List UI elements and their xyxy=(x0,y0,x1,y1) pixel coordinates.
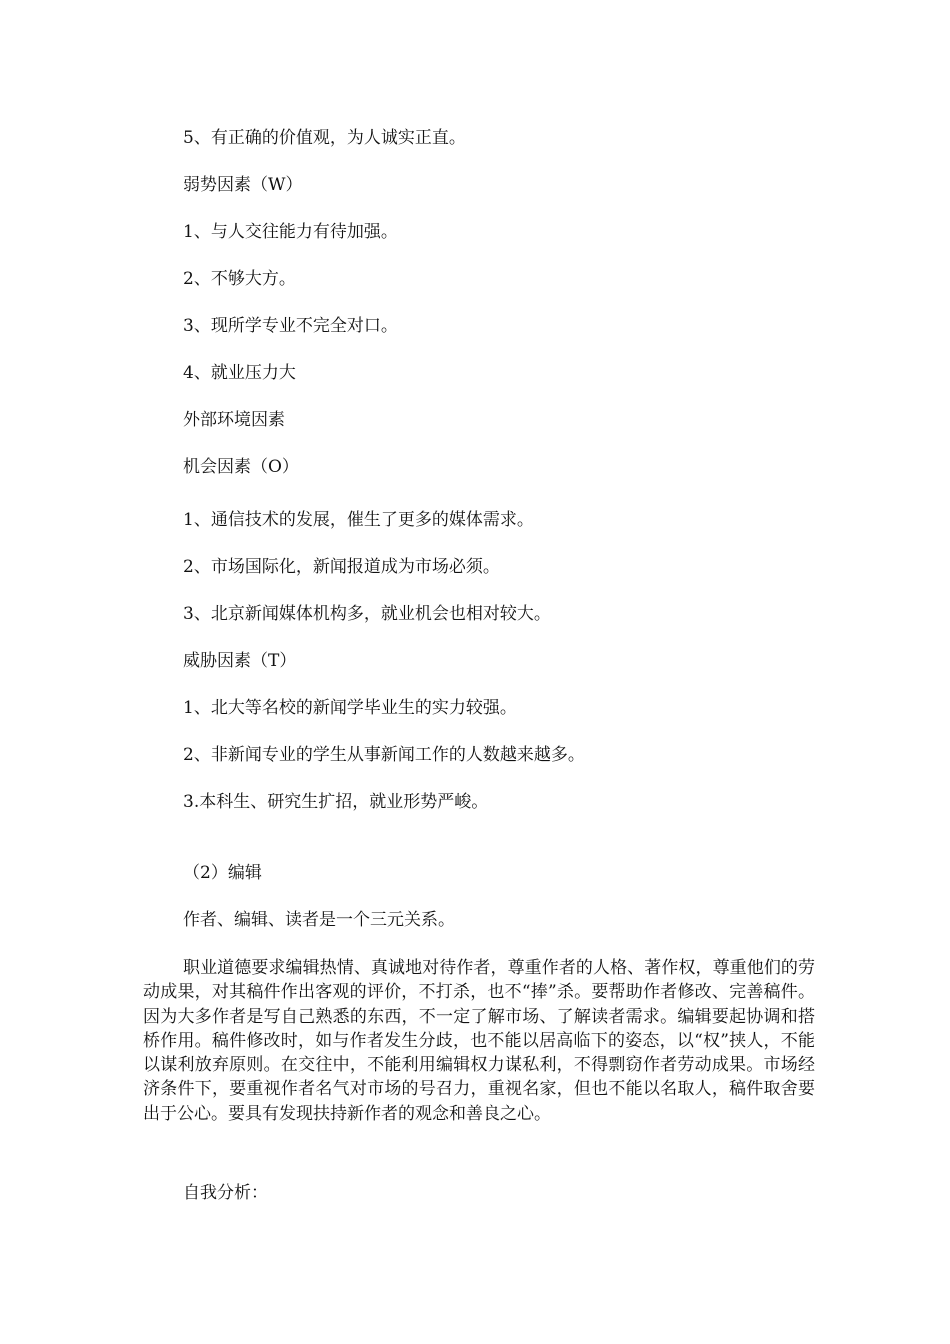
opportunity-item-3: 3、北京新闻媒体机构多，就业机会也相对较大。 xyxy=(183,604,551,624)
opportunity-item-2: 2、市场国际化，新闻报道成为市场必须。 xyxy=(183,557,500,577)
ethics-paragraph: 职业道德要求编辑热情、真诚地对待作者，尊重作者的人格、著作权，尊重他们的劳动成果，对其稿件作出客观的评价，不打杀，也不“捧”杀。要帮助作者修改、完善稿件。因为大多作者是写自己熟悉的东西，不一定了解市场、了解读者需求。编辑要起协调和搭桥作用。稿件修改时，如与作者发生分歧，也不能以居高临下的姿态，以“权”挟人，不能以谋利放弃原则。在交往中，不能利用编辑权力谋私利，不得剽窃作者劳动成果。市场经济条件下，要重视作者名气对市场的号召力，重视名家，但也不能以名取人，稿件取舍要出于公心。要具有发现扶持新作者的观念和善良之心。 xyxy=(143,958,815,1124)
opportunity-item-1: 1、通信技术的发展，催生了更多的媒体需求。 xyxy=(183,510,534,530)
threat-item-3: 3.本科生、研究生扩招，就业形势严峻。 xyxy=(183,792,489,812)
intro-sentence: 作者、编辑、读者是一个三元关系。 xyxy=(183,910,455,930)
weakness-item-4: 4、就业压力大 xyxy=(183,363,296,383)
self-analysis-heading: 自我分析： xyxy=(183,1183,268,1203)
weakness-heading: 弱势因素（W） xyxy=(183,175,303,195)
threat-item-1: 1、北大等名校的新闻学毕业生的实力较强。 xyxy=(183,698,517,718)
opportunity-heading: 机会因素（O） xyxy=(183,457,299,477)
weakness-item-2: 2、不够大方。 xyxy=(183,269,296,289)
external-factors-heading: 外部环境因素 xyxy=(183,410,285,430)
section-heading-editing: （2）编辑 xyxy=(183,863,262,883)
threat-heading: 威胁因素（T） xyxy=(183,651,297,671)
weakness-item-3: 3、现所学专业不完全对口。 xyxy=(183,316,398,336)
weakness-item-1: 1、与人交往能力有待加强。 xyxy=(183,222,398,242)
strength-item-5: 5、有正确的价值观，为人诚实正直。 xyxy=(183,128,466,148)
threat-item-2: 2、非新闻专业的学生从事新闻工作的人数越来越多。 xyxy=(183,745,585,765)
